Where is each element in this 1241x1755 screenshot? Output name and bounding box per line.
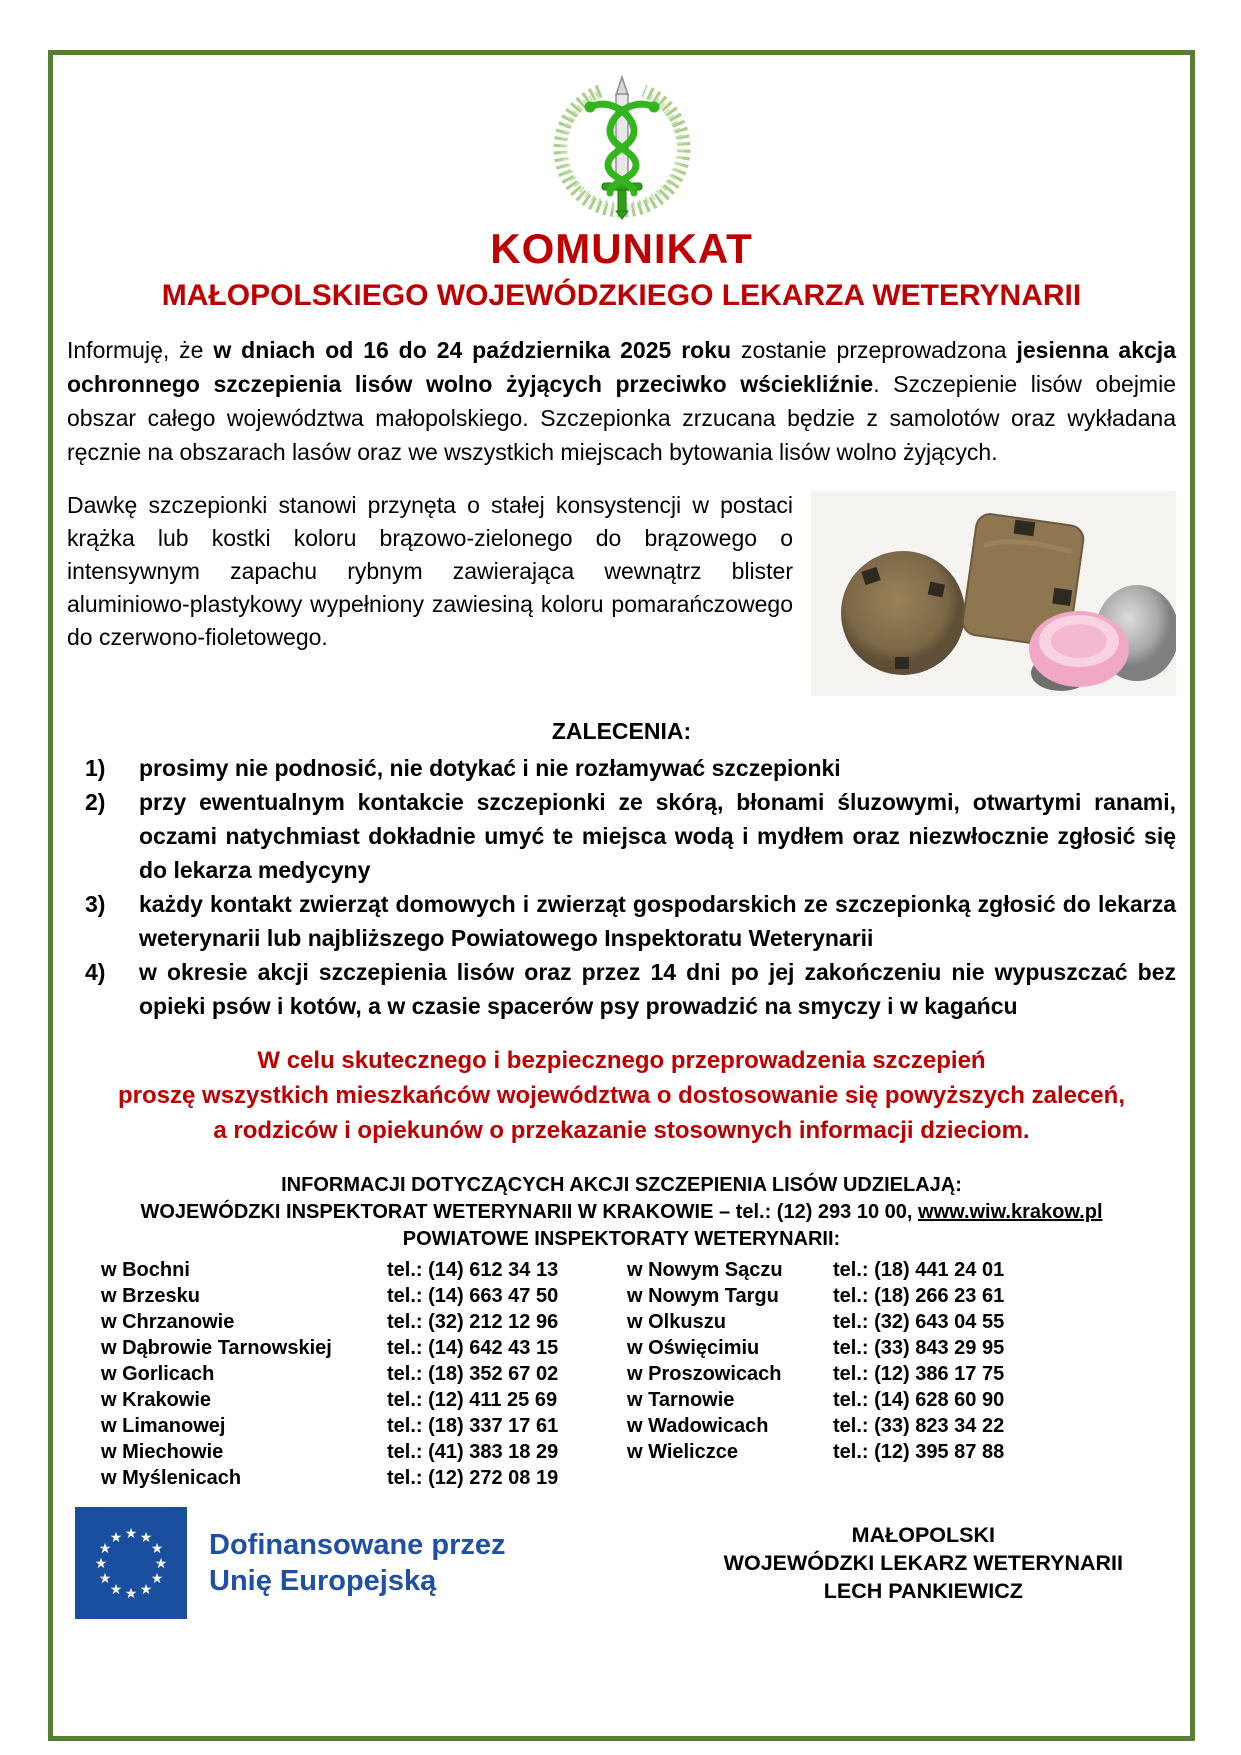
contact-phone: tel.: (32) 643 04 55 <box>833 1311 1005 1334</box>
contact-city: w Wadowicach <box>627 1415 769 1438</box>
veterinary-caduceus-icon <box>538 71 706 221</box>
eu-funding-line-2: Unię Europejską <box>209 1565 437 1598</box>
contact-phone: tel.: (14) 663 47 50 <box>387 1285 559 1308</box>
header-logo-wrap <box>65 71 1178 221</box>
recommendation-text: prosimy nie podnosić, nie dotykać i nie rozłamywać szczepionki <box>139 755 841 782</box>
svg-text:★: ★ <box>150 1571 164 1588</box>
contact-city: w Krakowie <box>101 1389 212 1412</box>
bait-paragraph: Dawkę szczepionki stanowi przynęta o stałej konsystencji w postaci krążka lub kostki koloru brązowo-zielonego do brązowego o intensywnym zapachu rybnym zawierająca wewnątrz blister aluminiowo-plastykowy wypełniony zawiesiną koloru pomarańczowego do czerwono-fioletowego. <box>67 492 793 651</box>
svg-text:★: ★ <box>139 1582 153 1599</box>
appeal-line-1: W celu skutecznego i bezpiecznego przeprowadzenia szczepień <box>257 1047 986 1075</box>
contact-phone: tel.: (18) 266 23 61 <box>833 1285 1005 1308</box>
contact-city: w Limanowej <box>101 1415 226 1438</box>
svg-text:★: ★ <box>98 1571 112 1588</box>
recommendation-item <box>85 785 1176 887</box>
contact-city: w Wieliczce <box>627 1441 738 1464</box>
voivodeship-contact-text: WOJEWÓDZKI INSPEKTORAT WETERYNARII W KRAKOWIE – tel.: (12) 293 10 00, <box>140 1201 919 1224</box>
contact-phone: tel.: (18) 337 17 61 <box>387 1415 559 1438</box>
contact-city: w Bochni <box>101 1259 190 1282</box>
district-heading: POWIATOWE INSPEKTORATY WETERYNARII: <box>402 1228 841 1251</box>
voivodeship-contact-line <box>65 1199 1178 1226</box>
svg-text:★: ★ <box>124 1526 138 1543</box>
intro-seg3: zostanie przeprowadzona <box>731 337 1017 364</box>
appeal-text <box>65 1043 1178 1148</box>
contact-city: w Proszowicach <box>627 1363 782 1386</box>
recommendation-text: każdy kontakt zwierząt domowych i zwierząt gospodarskich ze szczepionką zgłosić do lekarza weterynarii lub najbliższego Powiatowego Inspektoratu Weterynarii <box>139 891 1176 952</box>
contact-city: w Brzesku <box>101 1285 200 1308</box>
footer <box>65 1507 1178 1619</box>
svg-text:★: ★ <box>109 1530 123 1547</box>
appeal-line-3: a rodziców i opiekunów o przekazanie stosownych informacji dzieciom. <box>213 1117 1030 1145</box>
eu-flag-icon <box>75 1507 187 1619</box>
signature-line-3: LECH PANKIEWICZ <box>823 1579 1023 1604</box>
recommendations-list <box>65 751 1178 1023</box>
info-heading: INFORMACJI DOTYCZĄCYCH AKCJI SZCZEPIENIA LISÓW UDZIELAJĄ: <box>281 1174 962 1197</box>
vaccine-bait-photo <box>811 491 1176 696</box>
contact-city: w Tarnowie <box>627 1389 735 1412</box>
contact-phone: tel.: (14) 612 34 13 <box>387 1259 559 1282</box>
contact-phone <box>833 1465 1178 1491</box>
contact-phone: tel.: (33) 823 34 22 <box>833 1415 1005 1438</box>
contact-phone: tel.: (41) 383 18 29 <box>387 1441 559 1464</box>
bait-section <box>67 489 1176 696</box>
eu-funding-block <box>75 1507 506 1619</box>
contact-city: w Dąbrowie Tarnowskiej <box>101 1337 332 1360</box>
intro-paragraph <box>67 333 1176 469</box>
contact-city: w Nowym Targu <box>627 1285 779 1308</box>
page-title: KOMUNIKAT <box>490 225 753 272</box>
page-subtitle: MAŁOPOLSKIEGO WOJEWÓDZKIEGO LEKARZA WETERYNARII <box>161 279 1082 313</box>
appeal-line-2: proszę wszystkich mieszkańców województwa o dostosowanie się powyższych zaleceń, <box>118 1082 1125 1110</box>
contact-phone: tel.: (14) 628 60 90 <box>833 1389 1005 1412</box>
recommendation-item <box>85 751 1176 785</box>
eu-funding-text <box>209 1527 506 1599</box>
contact-phone: tel.: (12) 386 17 75 <box>833 1363 1005 1386</box>
contact-phone: tel.: (18) 441 24 01 <box>833 1259 1005 1282</box>
contact-city <box>627 1465 833 1491</box>
signature-line-2: WOJEWÓDZKI LEKARZ WETERYNARII <box>723 1551 1123 1576</box>
contact-phone: tel.: (33) 843 29 95 <box>833 1337 1005 1360</box>
contact-phone: tel.: (14) 642 43 15 <box>387 1337 559 1360</box>
poster-page <box>48 50 1195 1741</box>
intro-seg5: . Szczepienie lisów obejmie obszar całego województwa małopolskiego. Szczepionka zrzucana będzie z samolotów oraz wykładana ręcznie na obszarach lasów oraz we wszystkich miejscach bytowania lisów wolno żyjących. <box>67 371 1176 466</box>
contact-phone: tel.: (12) 395 87 88 <box>833 1441 1005 1464</box>
recommendation-text: przy ewentualnym kontakcie szczepionki ze skórą, błonami śluzowymi, otwartymi ranami, oczami natychmiast dokładnie umyć te miejsca wodą i mydłem oraz niezwłocznie zgłosić się do lekarza medycyny <box>139 789 1176 884</box>
contact-city: w Myślenicach <box>101 1467 242 1490</box>
contact-phone: tel.: (32) 212 12 96 <box>387 1311 559 1334</box>
contact-info-block <box>65 1172 1178 1253</box>
contact-phone: tel.: (12) 411 25 69 <box>387 1389 558 1412</box>
recommendation-number: 2) <box>85 789 106 816</box>
contact-city: w Oświęcimiu <box>627 1337 760 1360</box>
recommendations-heading: ZALECENIA: <box>551 718 692 745</box>
website-link[interactable]: www.wiw.krakow.pl <box>918 1201 1103 1224</box>
intro-action-bold: jesienna akcja ochronnego szczepienia lisów wolno żyjących przeciwko wściekliźnie <box>67 337 1176 398</box>
recommendation-item <box>85 887 1176 955</box>
contact-phone: tel.: (18) 352 67 02 <box>387 1363 559 1386</box>
intro-dates-bold: w dniach od 16 do 24 października 2025 roku <box>213 337 732 364</box>
recommendation-number: 3) <box>85 891 106 918</box>
svg-text:★: ★ <box>109 1582 123 1599</box>
recommendation-number: 4) <box>85 959 106 986</box>
signature-block <box>724 1521 1123 1605</box>
contact-city: w Gorlicach <box>101 1363 215 1386</box>
contact-city: w Miechowie <box>101 1441 224 1464</box>
recommendation-number: 1) <box>85 755 106 782</box>
svg-text:★: ★ <box>139 1530 153 1547</box>
svg-text:★: ★ <box>150 1541 164 1558</box>
svg-text:★: ★ <box>98 1541 112 1558</box>
contact-city: w Chrzanowie <box>101 1311 235 1334</box>
recommendation-text: w okresie akcji szczepienia lisów oraz przez 14 dni po jej zakończeniu nie wypuszczać bez opieki psów i kotów, a w czasie spacerów psy prowadzić na smyczy i w kagańcu <box>139 959 1176 1020</box>
svg-text:★: ★ <box>154 1556 168 1573</box>
contact-phone: tel.: (12) 272 08 19 <box>387 1467 559 1490</box>
contact-city: w Nowym Sączu <box>627 1259 783 1282</box>
recommendation-item <box>85 955 1176 1023</box>
intro-seg1: Informuję, że <box>67 337 214 364</box>
district-contacts-table <box>101 1257 1178 1491</box>
signature-line-1: MAŁOPOLSKI <box>851 1523 995 1548</box>
svg-text:★: ★ <box>94 1556 108 1573</box>
eu-funding-line-1: Dofinansowane przez <box>209 1529 506 1562</box>
svg-text:★: ★ <box>124 1586 138 1603</box>
contact-city: w Olkuszu <box>627 1311 726 1334</box>
